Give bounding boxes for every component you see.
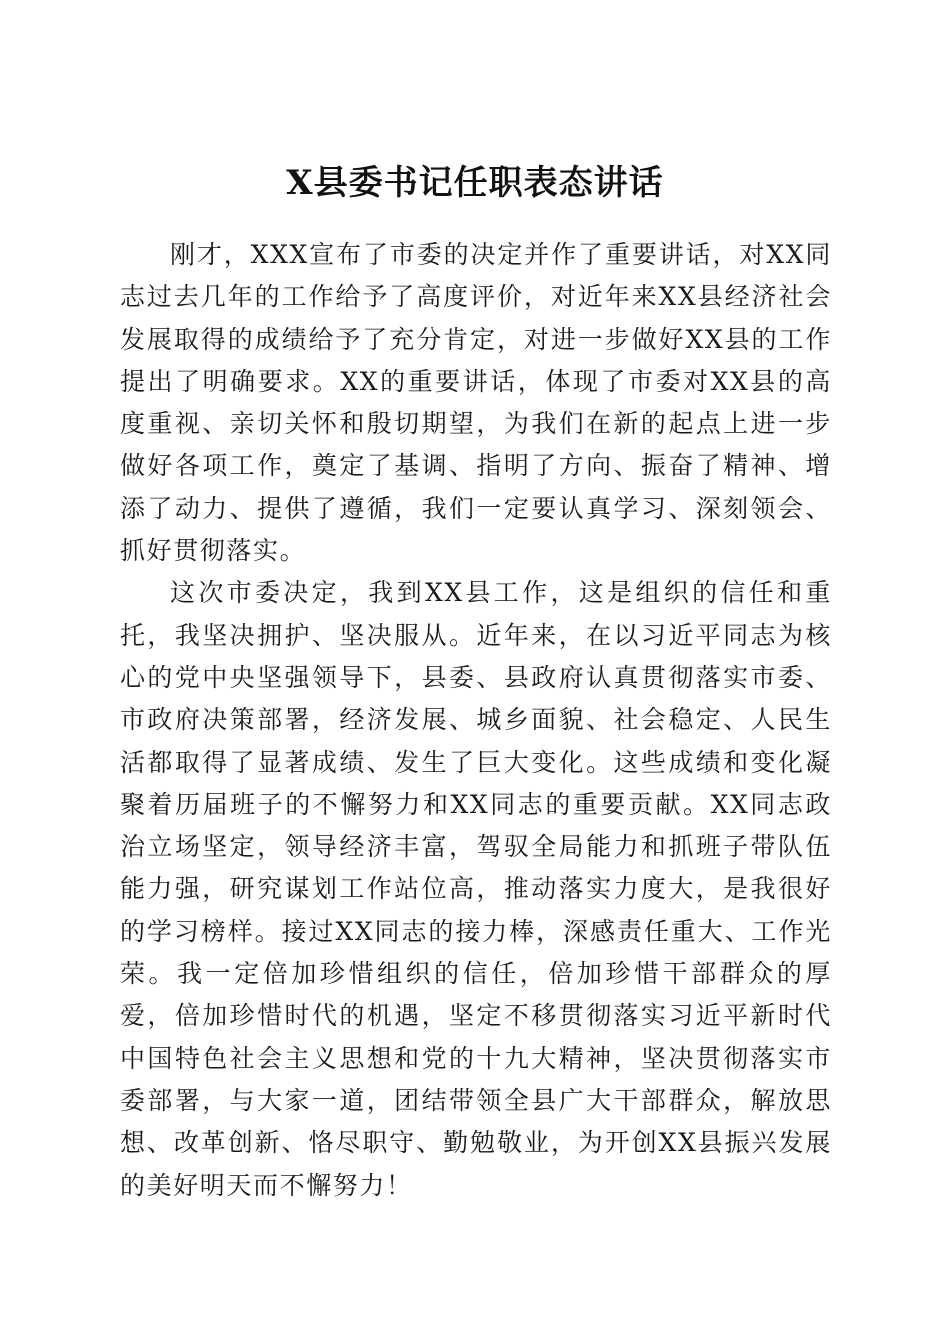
document-title: X县委书记任职表态讲话 [286,162,664,203]
paragraph-1: 刚才，XXX宣布了市委的决定并作了重要讲话，对XX同志过去几年的工作给予了高度评价，对近年来XX县经济社会发展取得的成绩给予了充分肯定，对进一步做好XX县的工作提出了明确要求。XX的重要讲话，体现了市委对XX县的高度重视、亲切关怀和殷切期望，为我们在新的起点上进一步做好各项工作，奠定了基调、指明了方向、振奋了精神、增添了动力、提供了遵循，我们一定要认真学习、深刻领会、抓好贯彻落实。 [120,240,832,566]
document-body [120,234,832,1207]
paragraph-2: 这次市委决定，我到XX县工作，这是组织的信任和重托，我坚决拥护、坚决服从。近年来，在以习近平同志为核心的党中央坚强领导下，县委、县政府认真贯彻落实市委、市政府决策部署，经济发展、城乡面貌、社会稳定、人民生活都取得了显著成绩、发生了巨大变化。这些成绩和变化凝聚着历届班子的不懈努力和XX同志的重要贡献。XX同志政治立场坚定，领导经济丰富，驾驭全局能力和抓班子带队伍能力强，研究谋划工作站位高，推动落实力度大，是我很好的学习榜样。接过XX同志的接力棒，深感责任重大、工作光荣。我一定倍加珍惜组织的信任，倍加珍惜干部群众的厚爱，倍加珍惜时代的机遇，坚定不移贯彻落实习近平新时代中国特色社会主义思想和党的十九大精神，坚决贯彻落实市委部署，与大家一道，团结带领全县广大干部群众，解放思想、改革创新、恪尽职守、勤勉敬业，为开创XX县振兴发展的美好明天而不懈努力！ [120,578,832,1200]
